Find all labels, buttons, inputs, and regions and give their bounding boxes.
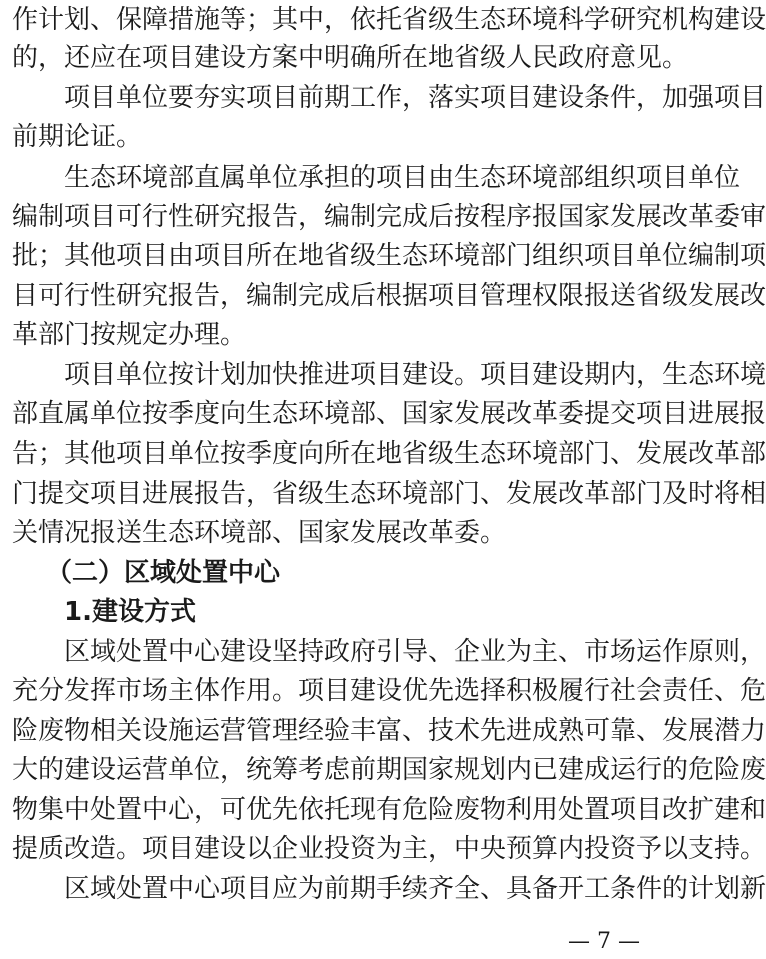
text-line: 部直属单位按季度向生态环境部、国家发展改革委提交项目进展报	[12, 399, 766, 429]
text-line: 告；其他项目单位按季度向所在地省级生态环境部门、发展改革部	[12, 439, 766, 469]
text-line: 提质改造。项目建设以企业投资为主，中央预算内投资予以支持。	[12, 834, 766, 864]
text-line: 作计划、保障措施等；其中，依托省级生态环境科学研究机构建设	[12, 5, 766, 35]
text-line: 大的建设运营单位，统筹考虑前期国家规划内已建成运行的危险废	[12, 755, 766, 785]
page-number: — 7 —	[568, 929, 640, 954]
text-line: 的，还应在项目建设方案中明确所在地省级人民政府意见。	[12, 43, 689, 73]
text-line: 充分发挥市场主体作用。项目建设优先选择积极履行社会责任、危	[12, 676, 766, 706]
text-line: 项目单位要夯实项目前期工作，落实项目建设条件，加强项目	[64, 83, 766, 113]
section-heading: （二）区域处置中心	[46, 558, 281, 588]
text-line: 批；其他项目由项目所在地省级生态环境部门组织项目单位编制项	[12, 241, 766, 271]
text-line: 门提交项目进展报告，省级生态环境部门、发展改革部门及时将相	[12, 479, 766, 509]
text-line: 前期论证。	[12, 122, 143, 152]
text-line: 区域处置中心建设坚持政府引导、企业为主、市场运作原则，	[64, 637, 766, 667]
text-line: 区域处置中心项目应为前期手续齐全、具备开工条件的计划新	[64, 874, 766, 904]
text-line: 编制项目可行性研究报告，编制完成后按程序报国家发展改革委审	[12, 202, 766, 232]
subsection-heading: 1.建设方式	[64, 597, 196, 627]
text-line: 险废物相关设施运营管理经验丰富、技术先进成熟可靠、发展潜力	[12, 716, 766, 746]
text-line: 物集中处置中心，可优先依托现有危险废物利用处置项目改扩建和	[12, 795, 766, 825]
text-line: 生态环境部直属单位承担的项目由生态环境部组织项目单位	[64, 163, 741, 193]
text-line: 项目单位按计划加快推进项目建设。项目建设期内，生态环境	[64, 360, 766, 390]
text-line: 革部门按规定办理。	[12, 320, 247, 350]
text-line: 关情况报送生态环境部、国家发展改革委。	[12, 518, 507, 548]
text-line: 目可行性研究报告，编制完成后根据项目管理权限报送省级发展改	[12, 281, 766, 311]
